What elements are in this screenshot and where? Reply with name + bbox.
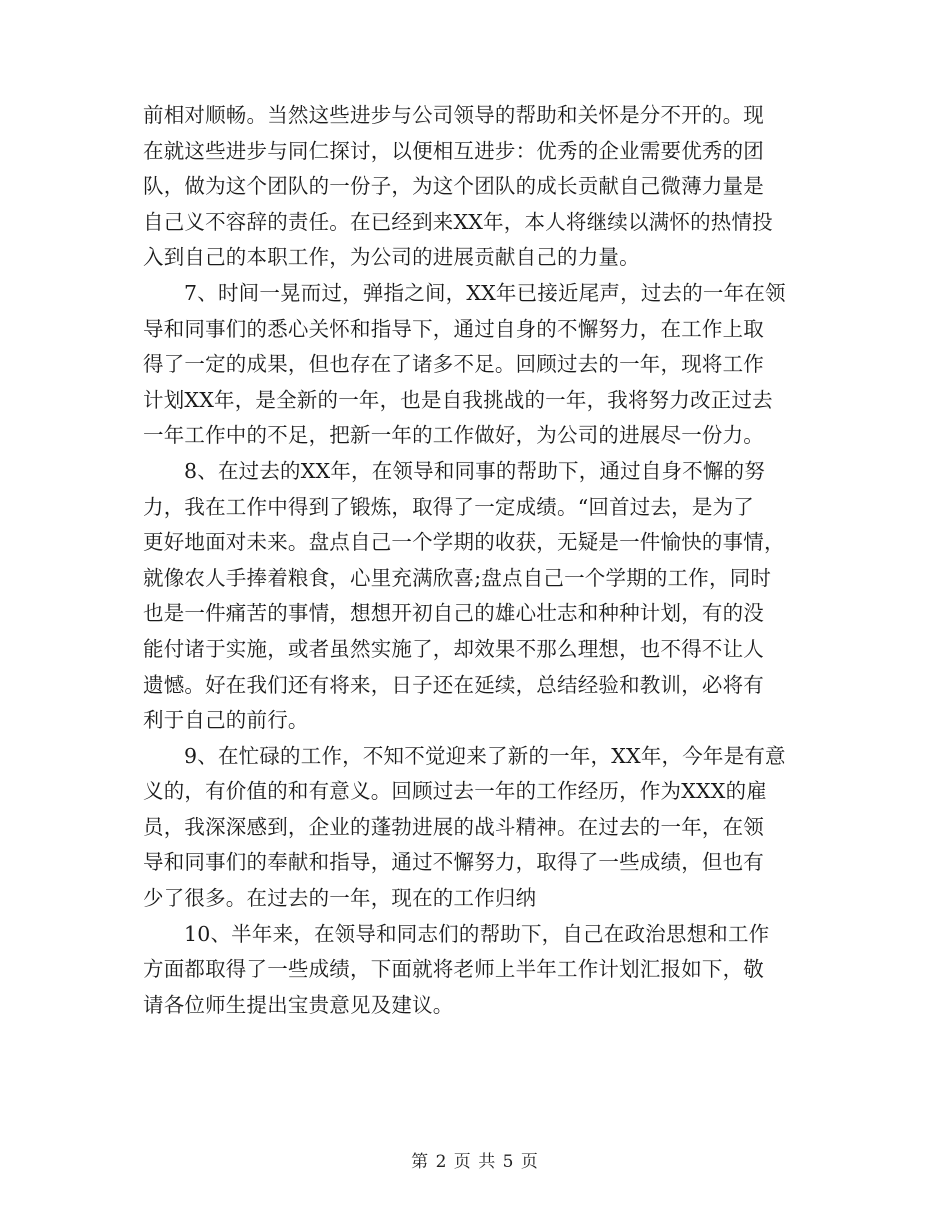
paragraph-item-8: 8、在过去的XX年，在领导和同事的帮助下，通过自身不懈的努 力，我在工作中得到了锻炼，取得了一定成绩。“回首过去，是为了 更好地面对未来。盘点自己一个学期的收获，无疑是一件愉快的事情， 就像农人手捧着粮食，心里充满欣喜;盘点自己一个学期的工作，同时 也是一件痛苦的事情，想想开初自己的雄心壮志和种种计划，有的没 能付诸于实施，或者虽然实施了，却效果不那么理想，也不得不让人 遗憾。好在我们还有将来，日子还在延续，总结经验和教训，必将有 利于自己的前行。 — [143, 458, 785, 733]
page-number-footer: 第 2 页 共 5 页 — [411, 1152, 539, 1172]
paragraph-item-7: 7、时间一晃而过，弹指之间，XX年已接近尾声，过去的一年在领 导和同事们的悉心关怀和指导下，通过自身的不懈努力，在工作上取 得了一定的成果，但也存在了诸多不足。回顾过去的一年，现将工作 计划XX年，是全新的一年，也是自我挑战的一年，我将努力改正过去 一年工作中的不足，把新一年的工作做好，为公司的进展尽一份力。 — [143, 280, 786, 448]
paragraph-continued: 前相对顺畅。当然这些进步与公司领导的帮助和关怀是分不开的。现 在就这些进步与同仁探讨，以便相互进步：优秀的企业需要优秀的团 队，做为这个团队的一份子，为这个团队的成长贡献自己微薄力量是 自己义不容辞的责任。在已经到来XX年，本人将继续以满怀的热情投 入到自己的本职工作，为公司的进展贡献自己的力量。 — [143, 103, 773, 270]
paragraph-item-9: 9、在忙碌的工作，不知不觉迎来了新的一年，XX年，今年是有意 义的，有价值的和有意义。回顾过去一年的工作经历，作为XXX的雇 员，我深深感到，企业的蓬勃进展的战斗精神。在过去的一年，在领 导和同事们的奉献和指导，通过不懈努力，取得了一些成绩，但也有 少了很多。在过去的一年，现在的工作归纳 — [143, 743, 786, 911]
paragraph-item-10: 10、半年来，在领导和同志们的帮助下，自己在政治思想和工作 方面都取得了一些成绩，下面就将老师上半年工作计划汇报如下，敬 请各位师生提出宝贵意见及建议。 — [143, 921, 770, 1017]
document-body — [143, 98, 803, 1023]
